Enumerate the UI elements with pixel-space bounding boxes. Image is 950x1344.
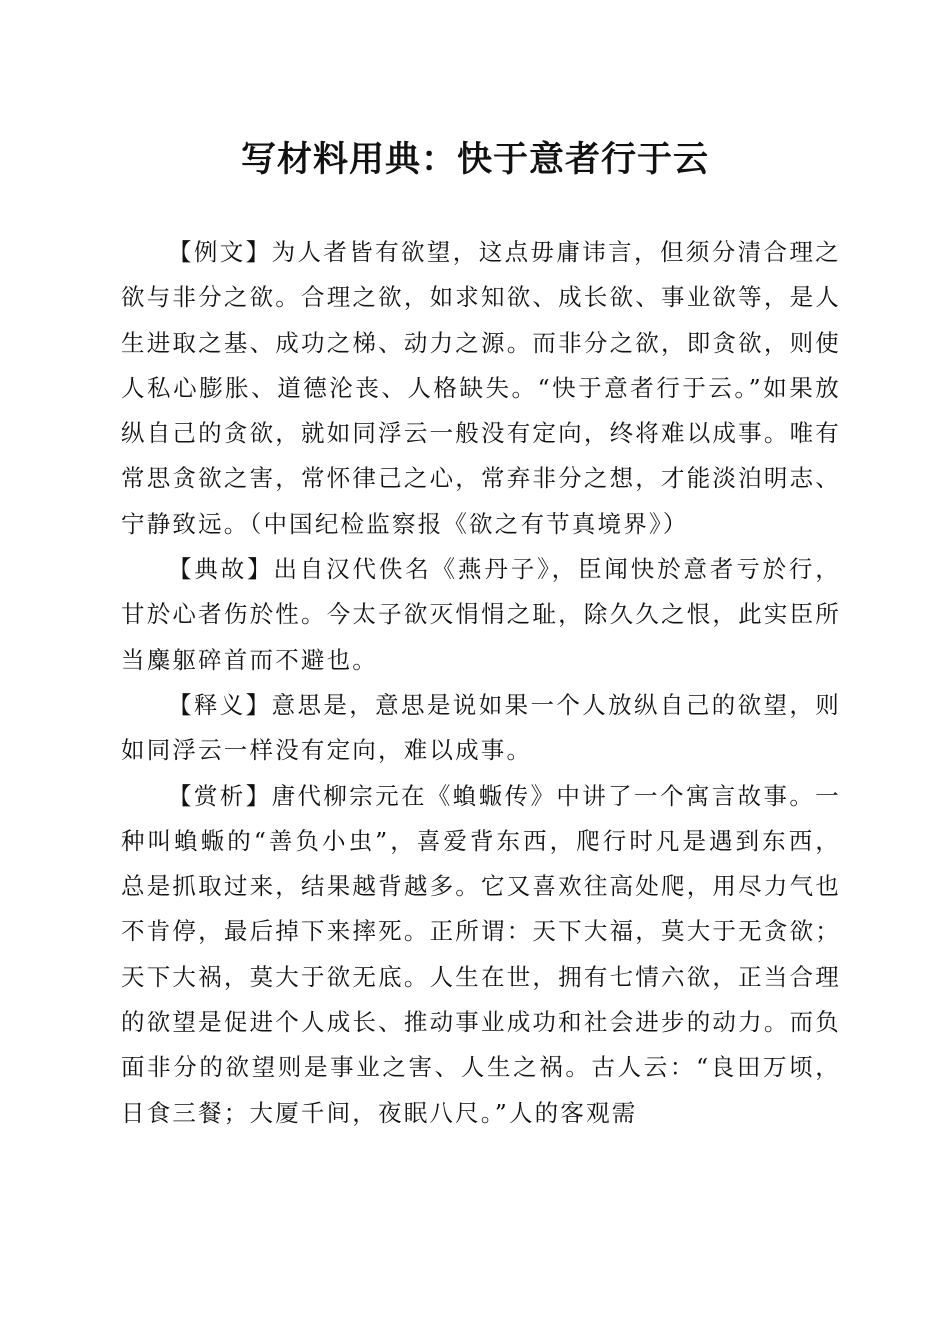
paragraph-appreciation: 【赏析】唐代柳宗元在《蝜蝂传》中讲了一个寓言故事。一种叫蝜蝂的“善负小虫”，喜爱背东西，爬行时凡是遇到东西，总是抓取过来，结果越背越多。它又喜欢往高处爬，用尽力气也不肯停，最后掉下来摔死。正所谓：天下大福，莫大于无贪欲；天下大祸，莫大于欲无底。人生在世，拥有七情六欲，正当合理的欲望是促进个人成长、推动事业成功和社会进步的动力。而负面非分的欲望则是事业之害、人生之祸。古人云：“良田万顷，日食三餐；大厦千间，夜眠八尺。”人的客观需: [121, 781, 841, 1127]
document-title: 写材料用典：快于意者行于云: [240, 139, 709, 180]
paragraph-example: 【例文】为人者皆有欲望，这点毋庸讳言，但须分清合理之欲与非分之欲。合理之欲，如求知欲、成长欲、事业欲等，是人生进取之基、成功之梯、动力之源。而非分之欲，即贪欲，则使人私心膨胀、道德沦丧、人格缺失。“快于意者行于云。”如果放纵自己的贪欲，就如同浮云一般没有定向，终将难以成事。唯有常思贪欲之害，常怀律己之心，常弃非分之想，才能淡泊明志、宁静致远。（中国纪检监察报《欲之有节真境界》）: [121, 238, 841, 538]
paragraph-allusion: 【典故】出自汉代佚名《燕丹子》，臣闻快於意者亏於行，甘於心者伤於性。今太子欲灭悁悁之耻，除久久之恨，此实臣所当麋躯碎首而不避也。: [121, 555, 841, 674]
document-body: [121, 230, 841, 1136]
paragraph-meaning: 【释义】意思是，意思是说如果一个人放纵自己的欲望，则如同浮云一样没有定向，难以成事。: [121, 690, 841, 765]
